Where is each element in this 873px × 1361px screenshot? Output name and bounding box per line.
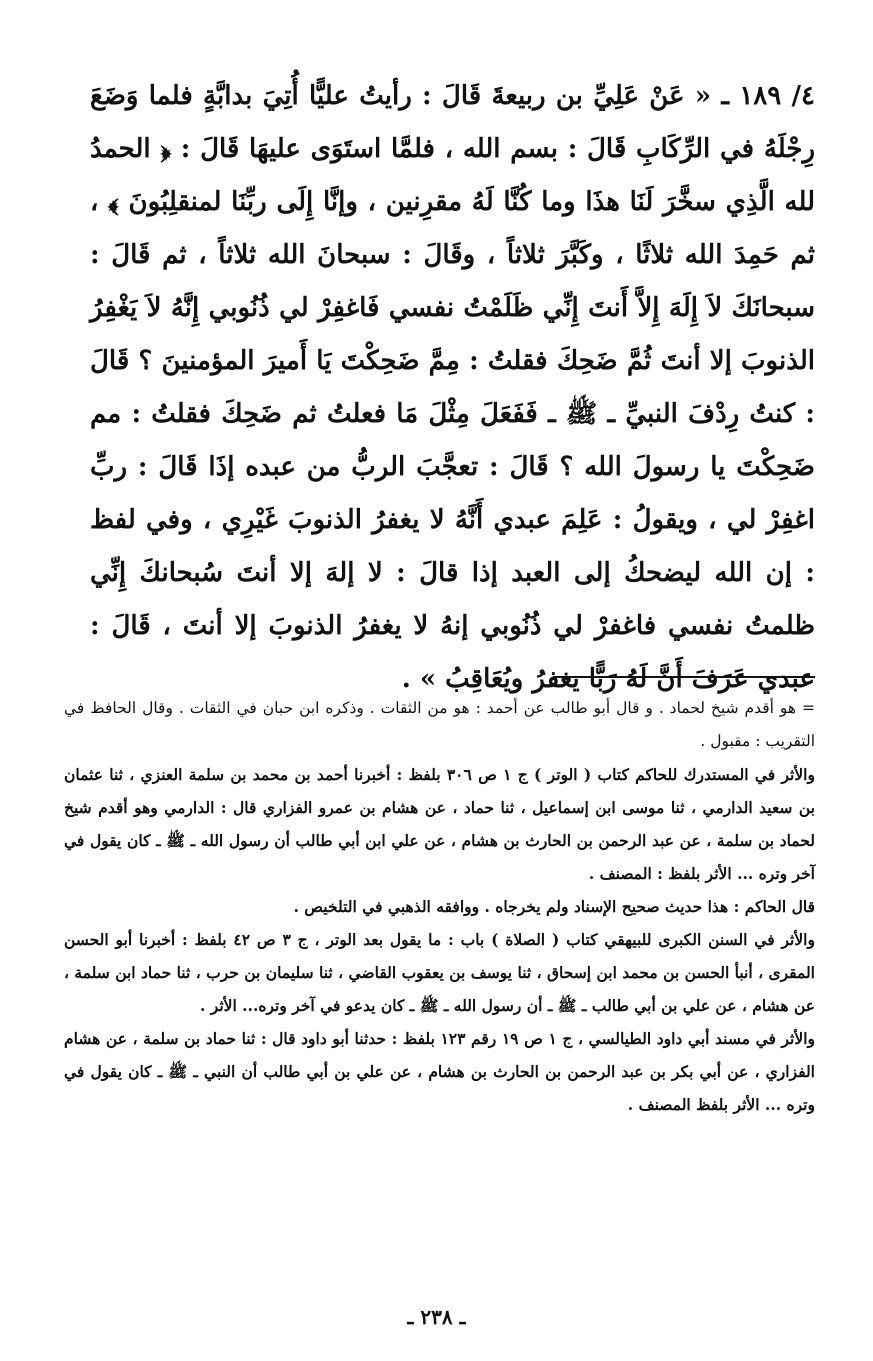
footnote-item: = هو أقدم شيخ لحماد . و قال أبو طالب عن أحمد : هو من الثقات . وذكره ابن حبان في الثقات . وقال الحافظ في التقريب : مقبول . [64,699,815,750]
footnotes-block [64,692,815,1121]
footnote-item: قال الحاكم : هذا حديث صحيح الإسناد ولم يخرجاه . ووافقه الذهبي في التلخيص . [293,897,815,916]
main-paragraph: ٤/ ١٨٩ ـ « عَنْ عَلِيِّ بن ربيعةَ قَالَ : رأيتُ عليًّا أُتِيَ بدابَّةٍ فلما وَضَعَ رِجْلَهُ في الرِّكَابِ قَالَ : بسم الله ، فلمَّا استَوَى عليهَا قَالَ : ﴿ الحمدُ لله الَّذِي سخَّرَ لَنَا هذَا وما كُنَّا لَهُ مقرِنين ، وإنَّا إِلَى ربِّنَا لمنقلِبُونَ ﴾ ، ثم حَمِدَ الله ثلاثًا ، وكَبَّرَ ثلاثاً ، وقَالَ : سبحانَ الله ثلاثاً ، ثم قَالَ : سبحانَكَ لاَ إِلَهَ إِلاَّ أَنتَ إِنِّي ظَلَمْتُ نفسي فَاغفِرْ لي ذُنُوبي إِنَّهُ لاَ يَغْفِرُ الذنوبَ إلا أنتَ ثُمَّ ضَحِكَ فقلتُ : مِمَّ ضَحِكْتَ يَا أَميرَ المؤمنينَ ؟ قَالَ : كنتُ رِدْفَ النبيِّ ـ ﷺ ـ فَفَعَلَ مِثْلَ مَا فعلتُ ثم ضَحِكَ فقلتُ : مم ضَحِكْتَ يا رسولَ الله ؟ قَالَ : تعجَّبَ الربُّ من عبده إذَا قَالَ : ربِّ اغفِرْ لي ، ويقولُ : عَلِمَ عبدي أَنَّهُ لا يغفرُ الذنوبَ غَيْرِي ، وفي لفظ : إن الله ليضحكُ إلى العبد إذا قالَ : لا إلهَ إلا أنتَ سُبحانكَ إِنِّي ظلمتُ نفسي فاغفرْ لي ذُنُوبي إنهُ لا يغفرُ الذنوبَ إلا أنتَ ، قَالَ : عبدي عَرَفَ أَنَّ لَهُ رَبًّا يغفرُ ويُعَاقِبُ » . [90,81,815,694]
main-text-block [90,70,815,706]
footnote-item: والأثر في مسند أبي داود الطيالسي ، ج ١ ص ١٩ رقم ١٢٣ بلفظ : حدثنا أبو داود قال : ثنا حماد بن سلمة ، عن هشام الفزاري ، عن أبي بكر بن عبد الرحمن بن الحارث بن هشام ، عن علي بن أبي طالب أن النبي ـ ﷺ ـ كان يقول في وتره ... الأثر بلفظ المصنف . [64,1029,815,1114]
footnote-divider [553,676,815,678]
footnote-item: والأثر في المستدرك للحاكم كتاب ( الوتر ) ج ١ ص ٣٠٦ بلفظ : أخبرنا أحمد بن محمد بن سلمة العنزي ، ثنا عثمان بن سعيد الدارمي ، ثنا موسى ابن إسماعيل ، ثنا حماد ، عن هشام بن عمرو الفزاري قال : الدارمي وهو أقدم شيخ لحماد بن سلمة ، عن عبد الرحمن بن الحارث بن هشام ، عن علي ابن أبي طالب أن رسول الله ـ ﷺ ـ كان يقول في آخر وتره ... الأثر بلفظ : المصنف . [64,765,815,883]
page-number: ـ ٢٣٨ ـ [407,1305,466,1329]
footnote-item: والأثر في السنن الكبرى للبيهقي كتاب ( الصلاة ) باب : ما يقول بعد الوتر ، ج ٣ ص ٤٢ بلفظ : أخبرنا أبو الحسن المقرى ، أنبأ الحسن بن محمد ابن إسحاق ، ثنا يوسف بن يعقوب القاضي ، ثنا سليمان بن حرب ، ثنا حماد ابن سلمة ، عن هشام ، عن علي بن أبي طالب ـ ﷺ ـ أن رسول الله ـ ﷺ ـ كان يدعو في آخر وتره... الأثر . [64,930,815,1015]
